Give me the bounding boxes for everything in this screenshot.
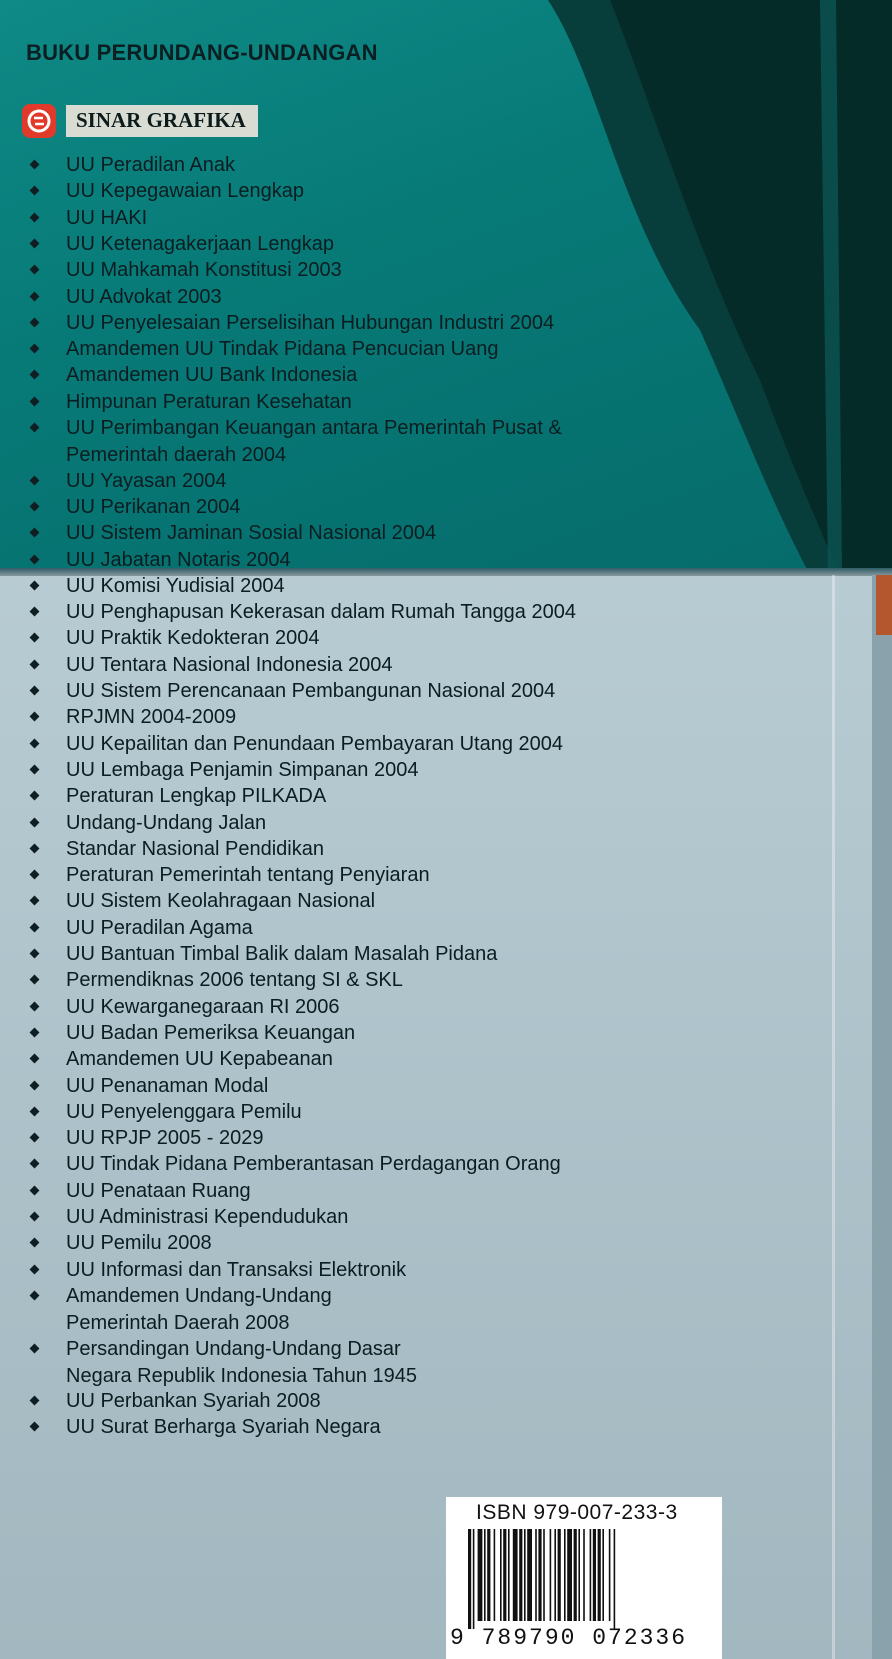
diamond-bullet-icon	[30, 501, 40, 511]
barcode-bar	[574, 1529, 577, 1621]
book-title: Amandemen UU Bank Indonesia	[66, 364, 358, 387]
book-title: Amandemen Undang-Undang	[66, 1284, 332, 1307]
diamond-bullet-icon	[30, 686, 40, 696]
book-title: UU Peradilan Anak	[66, 154, 235, 176]
barcode-bar	[478, 1529, 483, 1621]
book-title: UU Sistem Jaminan Sosial Nasional 2004	[66, 522, 437, 545]
spine-highlight	[832, 575, 835, 1659]
book-title: Peraturan Pemerintah tentang Penyiaran	[66, 864, 430, 887]
barcode-bar	[473, 1529, 475, 1629]
diamond-bullet-icon	[30, 1264, 40, 1274]
book-title: UU Yayasan 2004	[66, 469, 227, 492]
book-list-item	[0, 1151, 700, 1177]
book-list-item	[0, 810, 700, 836]
book-list-item	[0, 862, 700, 888]
book-title: UU Sistem Perencanaan Pembangunan Nasional 2004	[66, 680, 556, 702]
book-list-item	[0, 310, 700, 336]
diamond-bullet-icon	[30, 712, 40, 722]
barcode-bar	[508, 1529, 510, 1621]
publisher-brand	[22, 103, 258, 139]
book-title: UU RPJP 2005 - 2029	[66, 1127, 264, 1150]
book-list-item	[0, 1046, 700, 1072]
book-title: UU Mahkamah Konstitusi 2003	[66, 259, 342, 282]
diamond-bullet-icon	[30, 791, 40, 801]
diamond-bullet-icon	[30, 1027, 40, 1037]
diamond-bullet-icon	[30, 975, 40, 985]
diamond-bullet-icon	[30, 1185, 40, 1195]
diamond-bullet-icon	[30, 1343, 40, 1353]
book-list-item	[0, 1020, 700, 1046]
publisher-name: SINAR GRAFIKA	[66, 105, 258, 137]
book-title: Persandingan Undang-Undang Dasar	[66, 1337, 401, 1360]
diamond-bullet-icon	[30, 160, 40, 170]
book-list-item	[0, 389, 700, 415]
book-title: Pemerintah daerah 2004	[66, 444, 287, 466]
book-title: UU Praktik Kedokteran 2004	[66, 627, 320, 650]
barcode-bar	[524, 1529, 526, 1621]
book-title: UU Kewarganegaraan RI 2006	[66, 995, 340, 1018]
book-title: UU Lembaga Penjamin Simpanan 2004	[66, 758, 419, 781]
book-title: Himpunan Peraturan Kesehatan	[66, 390, 352, 413]
diamond-bullet-icon	[30, 344, 40, 354]
book-title: Amandemen UU Kepabeanan	[66, 1048, 333, 1071]
book-title: UU Advokat 2003	[66, 285, 222, 308]
book-list-item	[0, 967, 700, 993]
book-list-item	[0, 415, 700, 466]
book-list-item	[0, 1257, 700, 1283]
book-title: UU Administrasi Kependudukan	[66, 1206, 349, 1228]
barcode-bar	[519, 1529, 522, 1621]
book-title: UU HAKI	[66, 206, 148, 229]
diamond-bullet-icon	[30, 291, 40, 301]
book-list-item	[0, 1336, 700, 1387]
barcode-bar	[567, 1529, 572, 1621]
book-title: UU Penyelenggara Pemilu	[66, 1100, 302, 1123]
book-title: UU Kepailitan dan Penundaan Pembayaran Utang 2004	[66, 732, 564, 755]
diamond-bullet-icon	[30, 1001, 40, 1011]
book-title: UU Surat Berharga Syariah Negara	[66, 1416, 381, 1439]
diamond-bullet-icon	[30, 1054, 40, 1064]
barcode-bar	[590, 1529, 592, 1621]
diamond-bullet-icon	[30, 1396, 40, 1406]
book-list-item	[0, 836, 700, 862]
book-list-item	[0, 652, 700, 678]
barcode-bar	[578, 1529, 580, 1621]
diamond-bullet-icon	[30, 238, 40, 248]
book-list-item	[0, 941, 700, 967]
book-title: UU Peradilan Agama	[66, 916, 253, 939]
barcode-bar	[583, 1529, 585, 1621]
book-title: UU Ketenagakerjaan Lengkap	[66, 232, 334, 255]
book-list-item	[0, 1099, 700, 1125]
book-title: UU Penyelesaian Perselisihan Hubungan Industri 2004	[66, 311, 555, 334]
book-list-item	[0, 1204, 700, 1230]
diamond-bullet-icon	[30, 896, 40, 906]
book-list-item	[0, 757, 700, 783]
book-title: Peraturan Lengkap PILKADA	[66, 785, 327, 808]
barcode-bar	[609, 1529, 611, 1621]
diamond-bullet-icon	[30, 607, 40, 617]
book-title: UU Perikanan 2004	[66, 495, 241, 518]
book-title: Standar Nasional Pendidikan	[66, 837, 324, 860]
book-list-item	[0, 915, 700, 941]
diamond-bullet-icon	[30, 1080, 40, 1090]
diamond-bullet-icon	[30, 870, 40, 880]
book-title: Amandemen UU Tindak Pidana Pencucian Uang	[66, 338, 499, 361]
isbn-label: ISBN 979-007-233-3	[476, 1501, 678, 1524]
book-list-item	[0, 1283, 700, 1334]
book-list-item	[0, 625, 700, 651]
book-list-item	[0, 257, 700, 283]
diamond-bullet-icon	[30, 659, 40, 669]
book-list-item	[0, 1414, 700, 1440]
diamond-bullet-icon	[30, 949, 40, 959]
barcode-bar	[538, 1529, 541, 1621]
diamond-bullet-icon	[30, 1422, 40, 1432]
book-title: UU Perimbangan Keuangan antara Pemerintah Pusat &	[66, 417, 562, 439]
sinar-grafika-logo-icon	[22, 104, 56, 138]
book-list-item	[0, 284, 700, 310]
diamond-bullet-icon	[30, 922, 40, 932]
book-list-item	[0, 783, 700, 809]
book-list-item	[0, 547, 700, 573]
barcode-bar	[554, 1529, 556, 1621]
book-list-item	[0, 1230, 700, 1256]
book-list-item	[0, 994, 700, 1020]
book-title: UU Tindak Pidana Pemberantasan Perdagangan Orang	[66, 1153, 561, 1176]
book-list-item	[0, 231, 700, 257]
book-list-item	[0, 1125, 700, 1151]
barcode-bar	[543, 1529, 545, 1621]
book-list-item	[0, 888, 700, 914]
barcode-digits: 9 789790 072336	[450, 1625, 688, 1651]
barcode-bar	[602, 1529, 604, 1621]
orange-edge-tab	[876, 575, 892, 635]
book-list-item	[0, 599, 700, 625]
diamond-bullet-icon	[30, 528, 40, 538]
book-list-item	[0, 678, 700, 704]
diamond-bullet-icon	[30, 1159, 40, 1169]
barcode-bar	[503, 1529, 506, 1621]
diamond-bullet-icon	[30, 317, 40, 327]
barcode-bar	[598, 1529, 601, 1621]
diamond-bullet-icon	[30, 1212, 40, 1222]
book-title: UU Sistem Keolahragaan Nasional	[66, 890, 376, 913]
diamond-bullet-icon	[30, 1238, 40, 1248]
diamond-bullet-icon	[30, 1133, 40, 1143]
book-title: Pemerintah Daerah 2008	[66, 1311, 290, 1334]
diamond-bullet-icon	[30, 475, 40, 485]
book-title: UU Penataan Ruang	[66, 1179, 251, 1202]
diamond-bullet-icon	[30, 633, 40, 643]
diamond-bullet-icon	[30, 738, 40, 748]
book-title: UU Penghapusan Kekerasan dalam Rumah Tangga 2004	[66, 601, 576, 624]
book-list-item	[0, 468, 700, 494]
book-list-item	[0, 362, 700, 388]
cover-right-edge	[872, 575, 892, 1659]
book-title: UU Bantuan Timbal Balik dalam Masalah Pidana	[66, 943, 498, 965]
book-title: UU Penanaman Modal	[66, 1074, 269, 1097]
barcode-bar	[494, 1529, 496, 1621]
book-title: RPJMN 2004-2009	[66, 706, 237, 729]
book-list-item	[0, 152, 700, 178]
diamond-bullet-icon	[30, 265, 40, 275]
barcode-bar	[527, 1529, 532, 1621]
barcode-bar	[558, 1529, 561, 1621]
diamond-bullet-icon	[30, 423, 40, 433]
book-list-item	[0, 1073, 700, 1099]
book-list-item	[0, 205, 700, 231]
book-title: UU Komisi Yudisial 2004	[66, 574, 285, 597]
book-list-item	[0, 1388, 700, 1414]
diamond-bullet-icon	[30, 396, 40, 406]
barcode-bar	[564, 1529, 566, 1621]
book-list-item	[0, 704, 700, 730]
diamond-bullet-icon	[30, 1106, 40, 1116]
diamond-bullet-icon	[30, 1290, 40, 1300]
diamond-bullet-icon	[30, 764, 40, 774]
barcode-bar	[614, 1529, 616, 1629]
diamond-bullet-icon	[30, 580, 40, 590]
diamond-bullet-icon	[30, 370, 40, 380]
book-list-item	[0, 731, 700, 757]
book-title: UU Tentara Nasional Indonesia 2004	[66, 653, 393, 676]
diamond-bullet-icon	[30, 554, 40, 564]
barcode-bar	[535, 1529, 537, 1621]
barcode-bar	[468, 1529, 471, 1629]
book-title: UU Pemilu 2008	[66, 1232, 212, 1255]
barcode-bar	[487, 1529, 490, 1621]
barcode-bar	[484, 1529, 486, 1621]
book-title: UU Informasi dan Transaksi Elektronik	[66, 1258, 407, 1281]
diamond-bullet-icon	[30, 843, 40, 853]
book-list-item	[0, 573, 700, 599]
book-title: UU Kepegawaian Lengkap	[66, 180, 304, 203]
book-list-item	[0, 494, 700, 520]
barcode-bar	[550, 1529, 552, 1621]
barcode-bars	[466, 1529, 706, 1629]
barcode-bar	[593, 1529, 596, 1621]
diamond-bullet-icon	[30, 212, 40, 222]
diamond-bullet-icon	[30, 817, 40, 827]
barcode-bar	[500, 1529, 502, 1621]
book-list-item	[0, 336, 700, 362]
book-title: UU Perbankan Syariah 2008	[66, 1390, 321, 1413]
book-title: UU Badan Pemeriksa Keuangan	[66, 1021, 356, 1044]
book-title: Undang-Undang Jalan	[66, 811, 267, 834]
book-title: UU Jabatan Notaris 2004	[66, 548, 291, 571]
book-list-item	[0, 178, 700, 204]
book-list-item	[0, 1178, 700, 1204]
book-title: Negara Republik Indonesia Tahun 1945	[66, 1364, 418, 1387]
diamond-bullet-icon	[30, 186, 40, 196]
book-list-item	[0, 520, 700, 546]
page-title: BUKU PERUNDANG-UNDANGAN	[26, 40, 378, 65]
book-title: Permendiknas 2006 tentang SI & SKL	[66, 969, 403, 992]
barcode-bar	[513, 1529, 518, 1621]
isbn-barcode	[446, 1497, 722, 1659]
